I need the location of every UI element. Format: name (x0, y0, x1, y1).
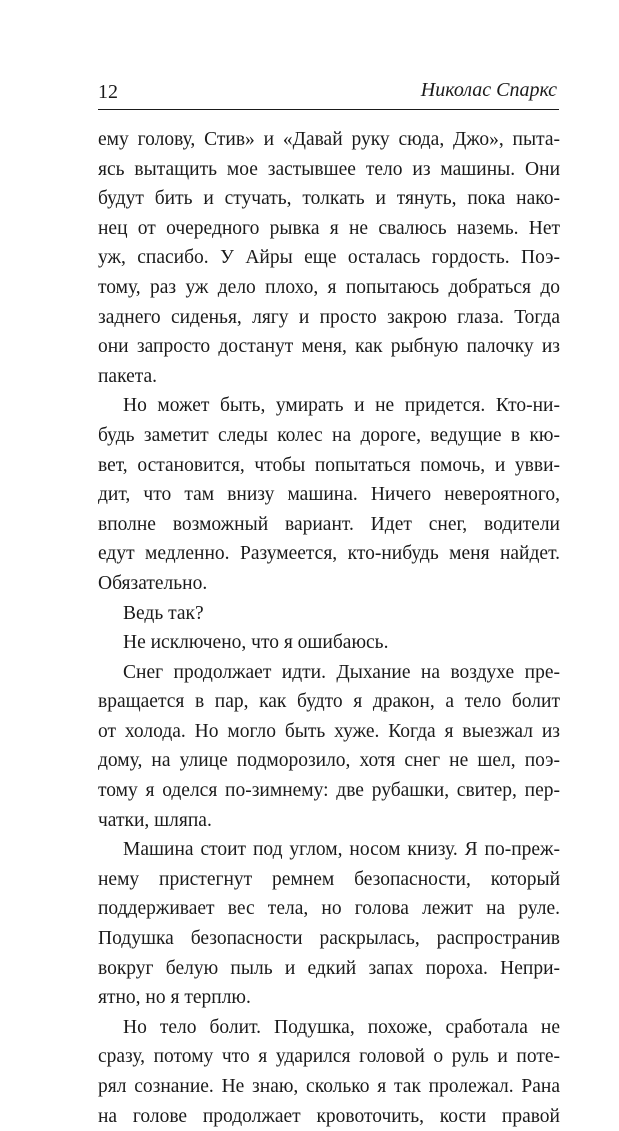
running-author: Николас Спаркс (420, 79, 557, 101)
text-line: сразу, потому что я ударился головой о руль и поте- (98, 1046, 560, 1068)
text-line: будут бить и стучать, толкать и тянуть, пока нако- (98, 188, 560, 210)
text-line: от холода. Но могло быть хуже. Когда я выезжал из (98, 720, 560, 742)
text-line: ятно, но я терплю. (98, 987, 251, 1009)
text-line: они запросто достанут меня, как рыбную палочку из (98, 336, 560, 358)
text-line: Но тело болит. Подушка, похоже, сработала не (123, 1016, 560, 1038)
page-number: 12 (98, 81, 118, 103)
text-line: Ведь так? (123, 602, 204, 624)
header-rule (98, 109, 559, 110)
body-text (98, 125, 560, 1131)
text-line: вращается в пар, как будто я дракон, а тело болит (98, 691, 560, 713)
text-line: ясь вытащить мое застывшее тело из машины. Они (98, 158, 560, 180)
text-line: Машина стоит под углом, носом книзу. Я по-преж- (123, 839, 560, 861)
text-line: уж, спасибо. У Айры еще осталась гордость. Поэ- (98, 247, 560, 269)
paragraph (98, 599, 560, 629)
text-line: едут медленно. Разумеется, кто-нибудь меня найдет. (98, 543, 560, 565)
text-line: ему голову, Стив» и «Давай руку сюда, Джо», пыта- (98, 129, 560, 150)
text-line: вокруг белую пыль и едкий запах пороха. Непри- (98, 957, 560, 979)
text-line: тому я оделся по-зимнему: две рубашки, свитер, пер- (98, 780, 560, 802)
text-line: на голове продолжает кровоточить, кости правой (98, 1105, 560, 1127)
text-line: нец от очередного рывка я не свалюсь наземь. Нет (98, 217, 560, 239)
text-line: рял сознание. Не знаю, сколько я так пролежал. Рана (98, 1076, 560, 1097)
text-line: Подушка безопасности раскрылась, распространив (98, 928, 560, 950)
paragraph (98, 835, 560, 1013)
text-line: Снег продолжает идти. Дыхание на воздухе пре- (123, 661, 560, 683)
paragraph (98, 391, 560, 598)
text-line: Обязательно. (98, 572, 208, 594)
text-line: дому, на улице подморозило, хотя снег не шел, поэ- (98, 750, 560, 772)
text-line: чатки, шляпа. (98, 809, 212, 831)
paragraph (98, 628, 560, 658)
text-line: пакета. (98, 365, 158, 387)
paragraph (98, 1013, 560, 1131)
text-line: вет, остановится, чтобы попытаться помочь, и увви- (98, 454, 560, 476)
text-line: дит, что там внизу машина. Ничего невероятного, (98, 484, 560, 506)
text-line: поддерживает вес тела, но голова лежит на руле. (98, 898, 560, 920)
text-line: Но может быть, умирать и не придется. Кто-ни- (123, 395, 560, 417)
text-line: нему пристегнут ремнем безопасности, который (98, 868, 560, 890)
text-line: будь заметит следы колес на дороге, ведущие в кю- (98, 424, 560, 446)
text-line: заднего сиденья, лягу и просто закрою глаза. Тогда (98, 306, 560, 328)
paragraph (98, 125, 560, 391)
text-line: вполне возможный вариант. Идет снег, водители (98, 513, 560, 535)
paragraph (98, 658, 560, 836)
text-line: Не исключено, что я ошибаюсь. (123, 632, 389, 654)
text-line: тому, раз уж дело плохо, я попытаюсь добраться до (98, 276, 560, 298)
running-header (98, 76, 559, 112)
